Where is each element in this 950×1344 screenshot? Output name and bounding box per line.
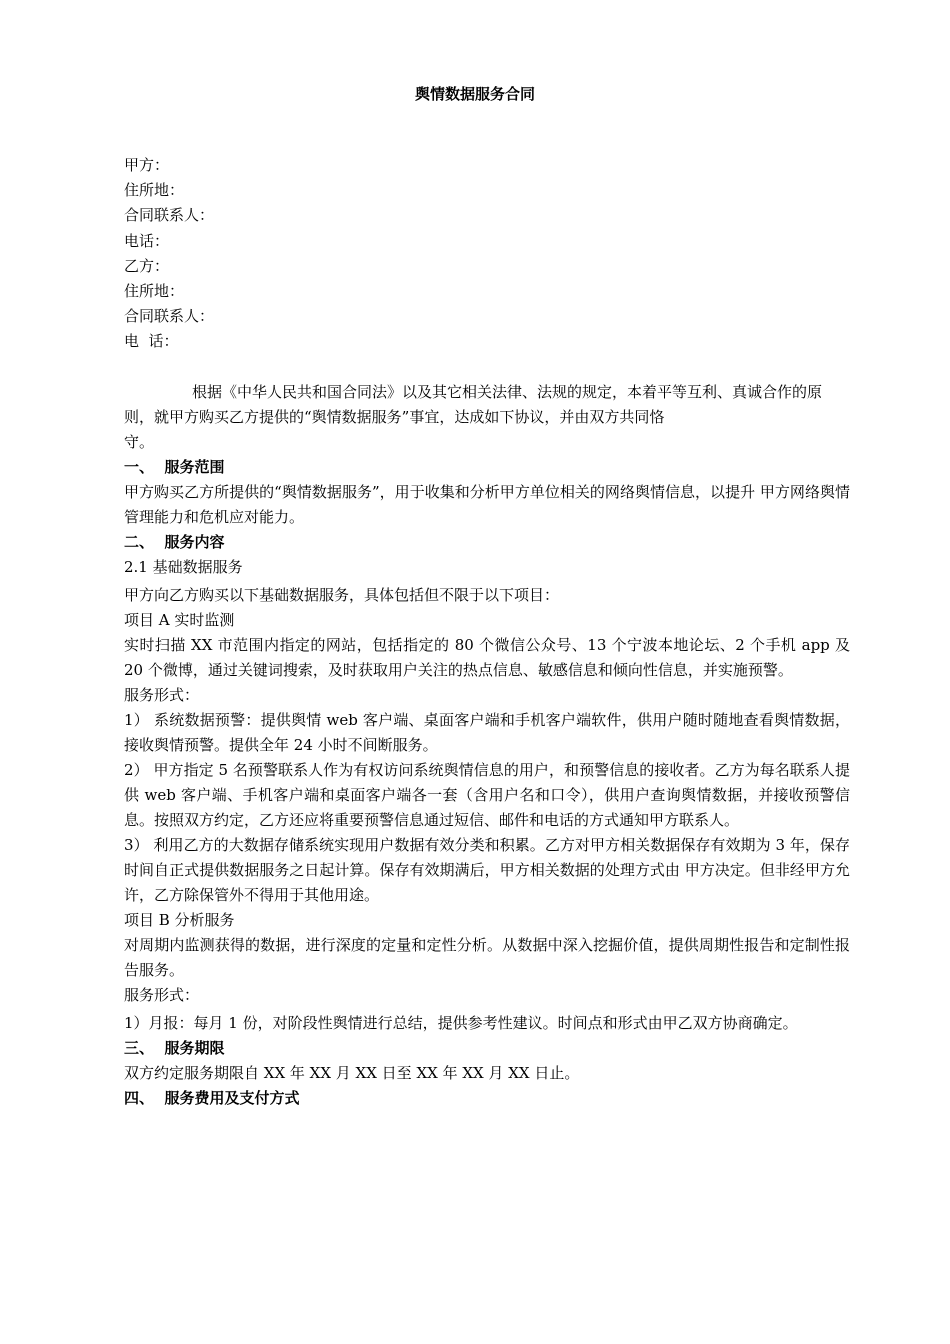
party-a-phone-label: 电话：	[124, 231, 170, 250]
section-4-heading: 四、 服务费用及支付方式	[124, 1088, 300, 1107]
party-b-contact-label: 合同联系人：	[124, 307, 215, 326]
project-b-service-form-label: 服务形式：	[124, 985, 200, 1004]
section-2-heading: 二、 服务内容	[124, 532, 225, 551]
project-a-title: 项目 A 实时监测	[124, 610, 235, 629]
project-b-title: 项目 B 分析服务	[124, 910, 235, 929]
party-a-contact-label: 合同联系人：	[124, 206, 215, 225]
document-title: 舆情数据服务合同	[414, 85, 535, 103]
section-2-subheading: 2.1 基础数据服务	[124, 557, 243, 576]
section-3-text: 双方约定服务期限自 XX 年 XX 月 XX 日至 XX 年 XX 月 XX 日止。	[124, 1063, 580, 1082]
section-3-heading: 三、 服务期限	[124, 1038, 225, 1057]
party-b-label: 乙方：	[124, 256, 170, 275]
project-a-item-1: 1） 系统数据预警：提供舆情 web 客户端、桌面客户端和手机客户端软件，供用户随时随地查看舆情数据，接收舆情预警。提供全年 24 小时不间断服务。	[124, 710, 850, 754]
document-body	[124, 153, 850, 1111]
project-b-item-1: 1）月报：每月 1 份，对阶段性舆情进行总结，提供参考性建议。时间点和形式由甲乙双方协商确定。	[124, 1013, 798, 1032]
intro-paragraph-end: 守。	[124, 432, 155, 451]
project-a-text: 实时扫描 XX 市范围内指定的网站，包括指定的 80 个微信公众号、13 个宁波本地论坛、2 个手机 app 及 20 个微博，通过关键词搜索，及时获取用户关注的热点信息、敏感信息和倾向性信息，并实施预警。	[124, 635, 850, 679]
intro-paragraph: 根据《中华人民共和国合同法》以及其它相关法律、法规的规定，本着平等互利、真诚合作的原则，就甲方购买乙方提供的“舆情数据服务”事宜，达成如下协议，并由双方共同恪	[124, 382, 823, 426]
party-b-phone-label: 电 话：	[124, 332, 179, 351]
party-b-address-label: 住所地：	[124, 282, 185, 301]
project-a-item-2: 2） 甲方指定 5 名预警联系人作为有权访问系统舆情信息的用户，和预警信息的接收者。乙方为每名联系人提供 web 客户端、手机客户端和桌面客户端各一套（含用户名和口令），供用户查询舆情数据，并接收预警信息。按照双方约定，乙方还应将重要预警信息通过短信、邮件和电话的方式通知甲方联系人。	[124, 760, 850, 829]
party-a-label: 甲方：	[124, 156, 170, 174]
project-a-service-form-label: 服务形式：	[124, 685, 200, 704]
project-b-text: 对周期内监测获得的数据，进行深度的定量和定性分析。从数据中深入挖掘价值，提供周期性报告和定制性报告服务。	[124, 935, 850, 979]
party-a-address-label: 住所地：	[124, 181, 185, 200]
section-2-description: 甲方向乙方购买以下基础数据服务，具体包括但不限于以下项目：	[124, 585, 560, 604]
party-info-block	[124, 153, 850, 355]
project-a-item-3: 3） 利用乙方的大数据存储系统实现用户数据有效分类和积累。乙方对甲方相关数据保存有效期为 3 年，保存时间自正式提供数据服务之日起计算。保存有效期满后，甲方相关数据的处理方式由 甲方决定。但非经甲方允许，乙方除保管外不得用于其他用途。	[124, 835, 850, 904]
section-1-text: 甲方购买乙方所提供的“舆情数据服务”，用于收集和分析甲方单位相关的网络舆情信息，以提升 甲方网络舆情管理能力和危机应对能力。	[124, 482, 850, 526]
section-1-heading: 一、 服务范围	[124, 457, 225, 476]
